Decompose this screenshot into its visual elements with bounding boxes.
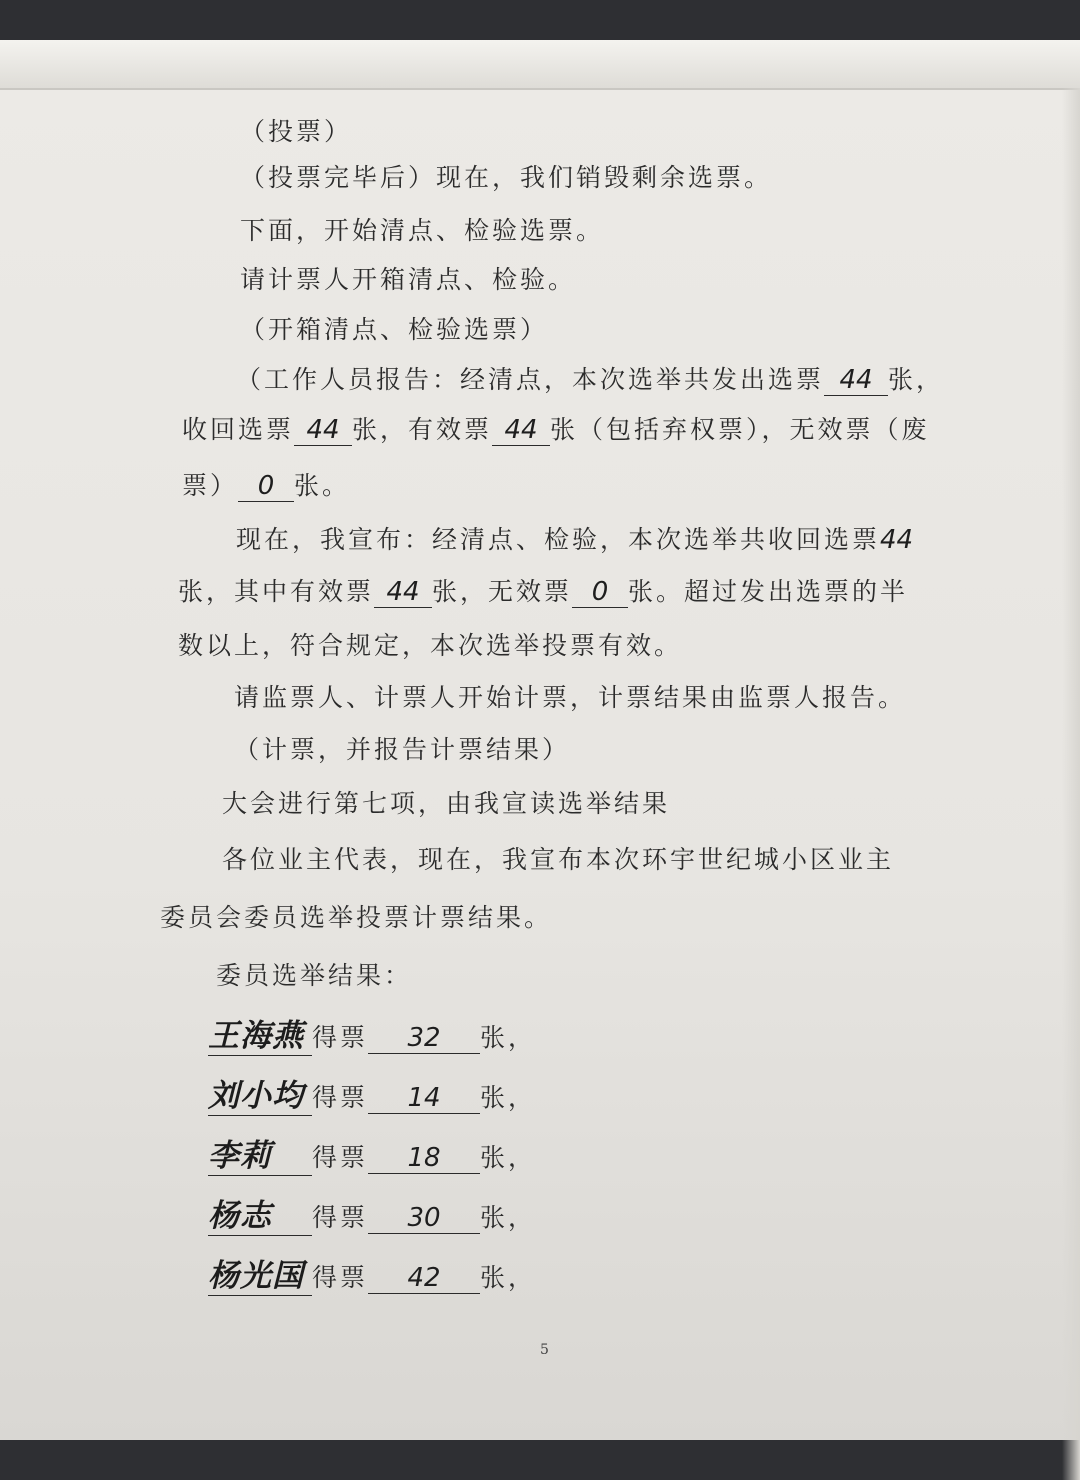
candidate-name: 王海燕 bbox=[208, 1010, 312, 1056]
candidate-votes: 14 bbox=[368, 1085, 480, 1114]
text-line: 请计票人开箱清点、检验。 bbox=[240, 265, 577, 294]
announce-returned-value: 44 bbox=[880, 525, 914, 555]
votes-label: 得票 bbox=[312, 1143, 369, 1172]
announce-line-2 bbox=[178, 572, 908, 608]
text-line: 大会进行第七项，由我宣读选举结果 bbox=[222, 789, 671, 818]
candidate-name: 李莉 bbox=[208, 1130, 312, 1176]
report-text: 收回选票 bbox=[182, 415, 295, 444]
text-line: （开箱清点、检验选票） bbox=[240, 315, 549, 344]
votes-label: 得票 bbox=[312, 1263, 369, 1292]
candidate-row bbox=[208, 1190, 536, 1236]
report-text: （工作人员报告：经清点，本次选举共发出选票 bbox=[236, 365, 825, 394]
text-line: 委员会委员选举投票计票结果。 bbox=[160, 903, 553, 932]
announce-text: 现在，我宣布：经清点、检验，本次选举共收回选票 bbox=[236, 525, 881, 554]
invalid-ballots-value: 0 bbox=[238, 473, 294, 502]
candidate-name: 刘小均 bbox=[208, 1070, 312, 1116]
text-line: 下面，开始清点、检验选票。 bbox=[240, 216, 605, 245]
valid-ballots-value: 44 bbox=[492, 417, 550, 446]
announce-text: 张，其中有效票 bbox=[178, 577, 375, 606]
text-line: （投票完毕后）现在，我们销毁剩余选票。 bbox=[240, 163, 773, 192]
votes-label: 得票 bbox=[312, 1023, 369, 1052]
report-text: 张（包括弃权票），无效票（废 bbox=[550, 415, 930, 444]
announce-text: 张，无效票 bbox=[432, 577, 573, 606]
candidate-row bbox=[208, 1010, 536, 1056]
candidate-votes: 32 bbox=[368, 1025, 480, 1054]
report-line-1 bbox=[236, 360, 944, 396]
announce-text: 张。超过发出选票的半 bbox=[628, 577, 909, 606]
votes-unit: 张， bbox=[480, 1203, 537, 1232]
announce-line-1 bbox=[236, 520, 914, 556]
report-text: 张， bbox=[888, 365, 945, 394]
candidate-votes: 42 bbox=[368, 1265, 480, 1294]
report-text: 票） bbox=[182, 471, 239, 500]
text-line: （投票） bbox=[240, 117, 353, 146]
votes-unit: 张， bbox=[480, 1263, 537, 1292]
text-line: （计票，并报告计票结果） bbox=[234, 735, 571, 764]
results-heading: 委员选举结果： bbox=[216, 961, 413, 990]
candidate-row bbox=[208, 1130, 536, 1176]
candidate-row bbox=[208, 1070, 536, 1116]
returned-ballots-value: 44 bbox=[294, 417, 352, 446]
candidate-votes: 18 bbox=[368, 1145, 480, 1174]
votes-label: 得票 bbox=[312, 1203, 369, 1232]
page-number: 5 bbox=[540, 1342, 549, 1358]
text-line: 各位业主代表，现在，我宣布本次环宇世纪城小区业主 bbox=[222, 845, 895, 874]
report-text: 张，有效票 bbox=[352, 415, 493, 444]
votes-label: 得票 bbox=[312, 1083, 369, 1112]
votes-unit: 张， bbox=[480, 1083, 537, 1112]
votes-unit: 张， bbox=[480, 1143, 537, 1172]
page-edge bbox=[1062, 88, 1080, 1480]
votes-unit: 张， bbox=[480, 1023, 537, 1052]
text-line: 数以上，符合规定，本次选举投票有效。 bbox=[178, 631, 683, 660]
announce-valid-value: 44 bbox=[374, 579, 432, 608]
report-text: 张。 bbox=[294, 471, 351, 500]
text-line: 请监票人、计票人开始计票，计票结果由监票人报告。 bbox=[234, 683, 907, 712]
page-fold bbox=[0, 40, 1080, 90]
candidate-name: 杨志 bbox=[208, 1190, 312, 1236]
candidate-name: 杨光国 bbox=[208, 1250, 312, 1296]
candidate-row bbox=[208, 1250, 536, 1296]
issued-ballots-value: 44 bbox=[824, 367, 888, 396]
report-line-2 bbox=[182, 410, 930, 446]
candidate-votes: 30 bbox=[368, 1205, 480, 1234]
report-line-3 bbox=[182, 466, 350, 502]
announce-invalid-value: 0 bbox=[572, 579, 628, 608]
